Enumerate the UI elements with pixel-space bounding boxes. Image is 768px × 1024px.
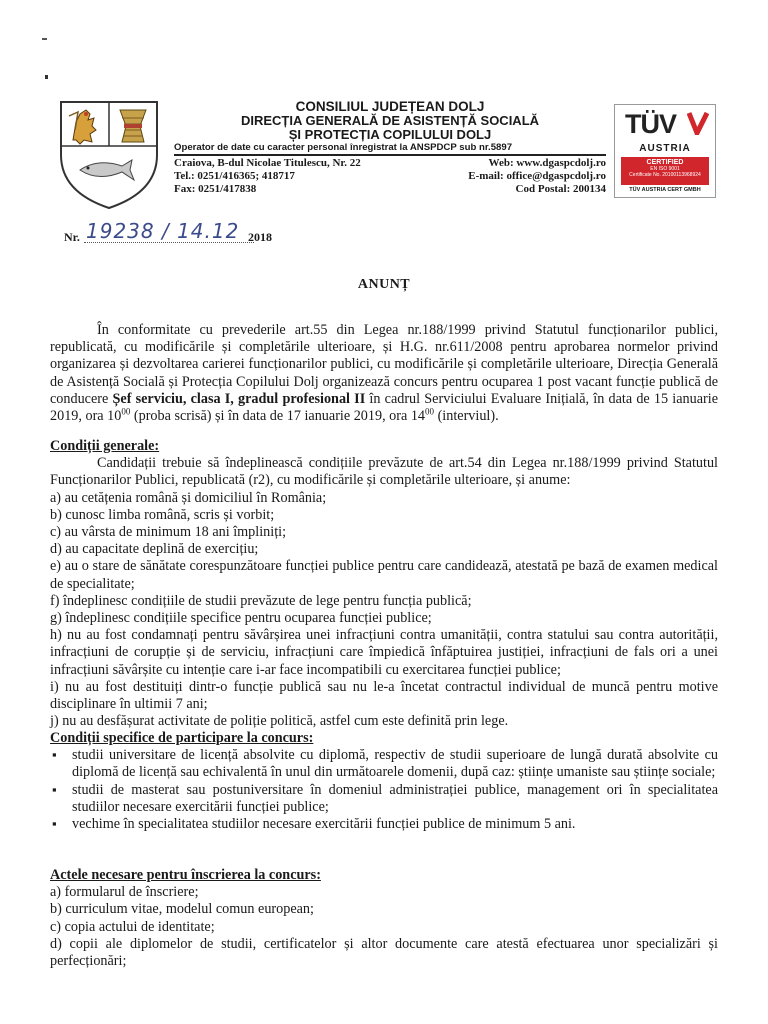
list-item: a) formularul de înscriere; [50,884,199,901]
list-item: f) îndeplinesc condițiile de studii prevăzute de lege pentru funcția publică; [50,592,472,609]
list-item: ▪ studii de masterat sau postuniversitare în domeniul administrației publice, management ori în specialitatea studiilor necesare exercitării funcției publice; [50,782,718,816]
contact-right [420,157,606,196]
specific-conditions-section [50,730,718,833]
fax: Fax: 0251/417838 [174,183,257,195]
list-item: d) copii ale diplomelor de studii, certificatelor și altor documente care atestă efectuarea unor specializări și perfecționări; [50,935,718,970]
org-name-line3: ȘI PROTECȚIA COPILULUI DOLJ [288,127,492,142]
registration-underline [84,242,254,244]
list-item: c) copia actului de identitate; [50,918,215,935]
tuv-certified-badge [621,157,709,185]
general-conditions-section [50,438,718,730]
tuv-cert-no: Certificate No. 20100113968924 [629,172,701,178]
nr-label: Nr. [64,230,80,244]
intro-text-1: În conformitate cu prevederile art.55 din Legea nr.188/1999 privind Statutul funcționarilor publici, republicată, cu modificările și completările ulterioare, și H.G. nr.611/2008 pentru aprobarea normelor privind organizarea și dezvoltarea carierei funcționarilor publici, cu modificările și completările ulterioare, Direcția Generală de Asistență Socială și Protecția Copilului Dolj organizează concurs pentru ocuparea 1 post vacant funcție publică de conducere [50,322,718,407]
list-item: b) cunosc limba română, scris și vorbit; [50,506,275,523]
general-conditions-intro: Candidații trebuie să îndeplinească condițiile prevăzute de art.54 din Legea nr.188/1999 privind Statutul Funcționarilor Publici, republicată (r2), cu modificările și completările ulterioare, și anume: [50,455,718,489]
list-item: g) îndeplinesc condițiile specifice pentru ocuparea funcției publice; [50,610,432,627]
list-item: i) nu au fost destituiți dintr-o funcție publică sau nu le-a încetat contractul individual de muncă pentru motive disciplinare în ultimii 7 ani; [50,678,718,713]
list-item: e) au o stare de sănătate corespunzătoare funcției publice pentru care candidează, atestată pe bază de examen medical de specialitate; [50,558,718,592]
list-item: c) au vârsta de minimum 18 ani împliniți; [50,524,287,541]
tuv-iso: EN ISO 9001 [650,166,680,172]
coat-of-arms-icon [58,100,160,210]
list-item: j) nu au desfășurat activitate de poliție politică, astfel cum este definită prin lege. [50,713,509,730]
tuv-logo-text: TÜV [625,109,676,139]
list-item: h) nu au fost condamnați pentru săvârșirea unei infracțiuni contra umanității, contra statului sau contra autorității, infracțiuni de corupție și de serviciu, infracțiuni care împiedică înfăptuirea justiției, infracțiuni de fals ori a unei infracțiuni săvârșite cu intenție care i-ar face incompatibili cu exercitarea funcției publice; [50,627,718,678]
contact-left [174,157,414,196]
postal-code: Cod Postal: 200134 [515,183,606,195]
registration-year: 2018 [248,230,272,244]
operator-note: Operator de date cu caracter personal înregistrat la ANSPDCP sub nr.5897 [174,142,513,153]
list-item: ▪ vechime în specialitatea studiilor necesare exercitării funcției publice de minimum 5 ani. [50,816,718,833]
website: Web: www.dgaspcdolj.ro [488,157,606,169]
specific-conditions-title: Condiții specifice de participare la concurs: [50,730,314,746]
intro-text-2: în cadrul Serviciului Evaluare Inițială, în data de 15 ianuarie 2019, ora 10 [50,390,718,425]
header-divider [174,154,606,156]
org-name-line2: DIRECȚIA GENERALĂ DE ASISTENȚĂ SOCIALĂ [240,113,540,128]
tuv-country: AUSTRIA [639,143,691,154]
position-name: Șef serviciu, clasa I, gradul profesional II [112,390,366,407]
list-item: a) au cetățenia română și domiciliul în România; [50,489,327,506]
list-item: ▪ studii universitare de licență absolvite cu diplomă, respectiv de studii superioare de lungă durată absolvite cu diplomă de licență sau echivalentă în unul din următoarele domenii, după caz: științe umaniste sau științe sociale; [50,747,718,781]
documents-title: Actele necesare pentru înscrierea la concurs: [50,867,321,883]
general-conditions-title: Condiții generale: [50,438,160,454]
org-name-line1: CONSILIUL JUDEȚEAN DOLJ [295,99,485,114]
address: Craiova, B-dul Nicolae Titulescu, Nr. 22 [174,157,361,169]
registration-line [64,219,284,244]
intro-text-4: (interviul). [434,408,499,425]
tuv-checkmark-icon [687,111,709,135]
scan-mark [42,38,47,40]
tuv-certification-logo [614,104,716,198]
intro-text-3: (proba scrisă) și în data de 17 ianuarie 2019, ora 14 [130,408,426,425]
page-title: ANUNȚ [357,277,411,292]
time-sup-1: 00 [121,406,131,417]
intro-paragraph [50,322,718,425]
documents-section [50,867,718,970]
coat-of-arms [58,100,160,210]
phone: Tel.: 0251/416365; 418717 [174,170,295,182]
time-sup-2: 00 [425,406,435,417]
list-item: d) au capacitate deplină de exercițiu; [50,541,259,558]
tuv-certified-label: CERTIFIED [646,159,684,166]
tuv-footer: TÜV AUSTRIA CERT GMBH [629,187,701,193]
scan-mark [45,75,48,79]
list-item: b) curriculum vitae, modelul comun european; [50,901,314,918]
email: E-mail: office@dgaspcdolj.ro [468,170,606,182]
handwritten-number: 19238 / 14.12 [86,219,240,243]
